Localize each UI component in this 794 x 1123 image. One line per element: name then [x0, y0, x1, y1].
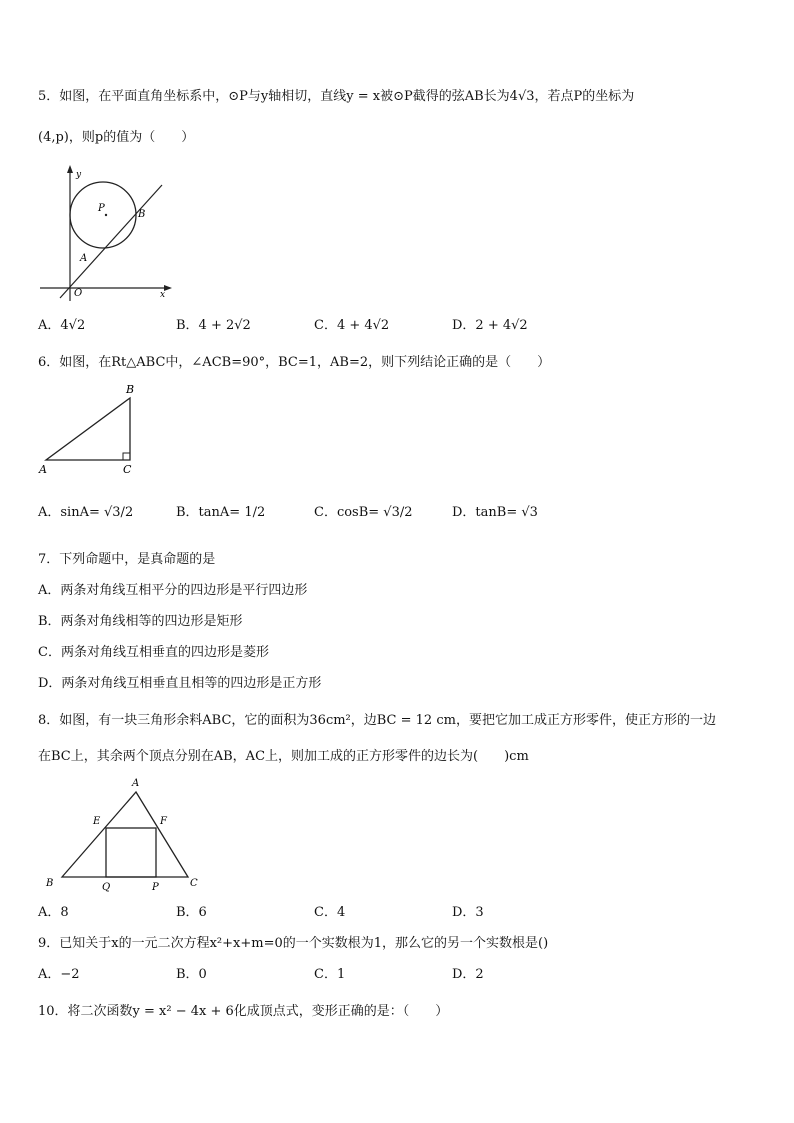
q8-option-b: B．6 [176, 905, 207, 920]
q8-stem-line2: 在BC上，其余两个顶点分别在AB，AC上，则加工成的正方形零件的边长为( )cm [38, 749, 529, 764]
q9-option-a: A．−2 [38, 967, 80, 982]
q6-label-a: A [39, 463, 47, 476]
q7-option-d: D．两条对角线互相垂直且相等的四边形是正方形 [38, 676, 322, 691]
q8-label-c: C [190, 878, 198, 889]
q5-label-o: O [74, 288, 83, 299]
q7-option-b: B．两条对角线相等的四边形是矩形 [38, 614, 243, 629]
q7-stem: 7．下列命题中，是真命题的是 [38, 552, 216, 567]
q6-option-d: D．tanB= √3 [452, 505, 538, 520]
q5-label-y: y [76, 170, 82, 180]
q6-stem: 6．如图，在Rt△ABC中，∠ACB=90°，BC=1，AB=2，则下列结论正确的是（ ） [38, 355, 551, 370]
q6-option-b: B．tanA= 1/2 [176, 505, 266, 520]
q8-stem-line1: 8．如图，有一块三角形余料ABC，它的面积为36cm²，边BC = 12 cm，要把它加工成正方形零件，使正方形的一边 [38, 713, 716, 728]
q10-stem: 10．将二次函数y = x² − 4x + 6化成顶点式，变形正确的是：（ ） [38, 1004, 449, 1019]
q9-option-c: C．1 [314, 967, 346, 982]
q9-option-d: D．2 [452, 967, 484, 982]
q8-label-a: A [132, 778, 140, 789]
q5-option-a: A．4√2 [38, 318, 86, 333]
q5-option-b: B．4 + 2√2 [176, 318, 251, 333]
q7-option-a: A．两条对角线互相平分的四边形是平行四边形 [38, 583, 308, 598]
q8-label-q: Q [102, 882, 111, 893]
q6-option-c: C．cosB= √3/2 [314, 505, 413, 520]
q5-label-p: P [98, 203, 105, 214]
q6-option-a: A．sinA= √3/2 [38, 505, 134, 520]
q5-option-d: D．2 + 4√2 [452, 318, 528, 333]
q9-option-b: B．0 [176, 967, 207, 982]
q6-label-b: B [126, 383, 135, 396]
q9-stem: 9．已知关于x的一元二次方程x²+x+m=0的一个实数根为1，那么它的另一个实数根是() [38, 936, 549, 951]
q6-label-c: C [123, 463, 132, 476]
q8-option-c: C．4 [314, 905, 346, 920]
q8-option-a: A．8 [38, 905, 69, 920]
q8-option-d: D．3 [452, 905, 484, 920]
q8-label-f: F [160, 816, 167, 827]
q5-label-b: B [138, 209, 146, 220]
q8-label-e: E [93, 816, 101, 827]
q5-option-c: C．4 + 4√2 [314, 318, 390, 333]
q7-option-c: C．两条对角线互相垂直的四边形是菱形 [38, 645, 269, 660]
q8-figure [40, 774, 210, 894]
q5-figure [36, 163, 176, 303]
q8-label-p: P [152, 882, 159, 893]
q6-figure [36, 380, 146, 480]
q8-label-b: B [46, 878, 54, 889]
q5-label-x: x [160, 290, 166, 300]
q5-stem-line2: (4,p)，则p的值为（ ） [38, 130, 195, 145]
q5-label-a: A [80, 253, 88, 264]
q5-stem-line1: 5．如图，在平面直角坐标系中，⊙P与y轴相切，直线y = x被⊙P截得的弦AB长为4√3，若点P的坐标为 [38, 89, 635, 104]
